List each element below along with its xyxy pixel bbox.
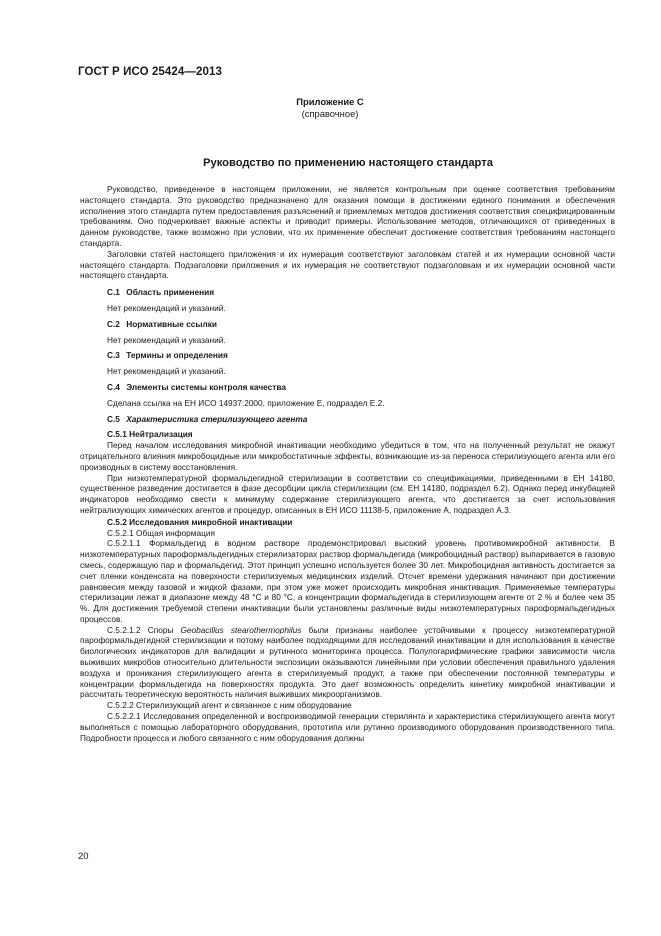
section-number: С.4 <box>107 381 120 392</box>
species-name: Geobacillus stearothermophilus <box>180 624 302 635</box>
section-title: Характеристика стерилизующего агента <box>126 413 308 424</box>
subsection-heading-c521: С.5.2.1 Общая информация <box>107 527 215 538</box>
section-title: Нормативные ссылки <box>126 318 218 329</box>
standard-code: ГОСТ Р ИСО 25424—2013 <box>78 66 223 78</box>
paragraph-c5212-prefix: С.5.2.1.2 Споры <box>107 624 181 635</box>
intro-paragraph-1: Руководство, приведенное в настоящем приложении, не является контрольным при оценке соответствия требованиям настоящего стандарта. Это руководство предназначено для оказания помощи в достижении единого понимания и обеспечения исполнения этого стандарта путем предоставления разъяснений и приемлемых методов достижения соответствия специфицированным требованиям. Оно подчеркивает важные аспекты и приводит примеры. Использование методов, отличающихся от приведенных в данном руководстве, также возможно при условии, что их применение обеспечит достижение соответствия требованиям настоящего стандарта. <box>80 184 615 248</box>
paragraph-c51-1: Перед началом исследования микробной инактивации необходимо убедиться в том, что на полученный результат не окажут отрицательного влияния микробоцидные или микробостатичные эффекты, возникающие из-за переноса стерилизующего агента или его производных в систему восстановления. <box>80 440 615 472</box>
section-heading-c51 <box>80 429 615 440</box>
paragraph-c51-2: При низкотемпературной формальдегидной стерилизации в соответствии со спецификациями, приведенными в ЕН 14180, существенное разведение достигается в фазе десорбции цикла стерилизации (см. ЕН 14180, подраздел 6.2). Однако перед инкубацией индикаторов необходимо свести к минимуму содержание стерилизующего агента, что достигается за счет использования нейтрализующих химических агентов и процедур, описанных в ЕН ИСО 11138-5, приложение А, подраздел А.3. <box>80 472 615 515</box>
paragraph-c5221: С.5.2.2.1 Исследования определенной и воспроизводимой генерации стерилянта и характеристика стерилизующего агента могут выполняться с помощью лабораторного оборудования, прототипа или рутинно производимого оборудования производственного типа. Подробности процесса и любого связанного с ним оборудования должны <box>80 711 615 743</box>
section-title: Исследования микробной инактивации <box>129 516 293 527</box>
appendix-subtitle: (справочное) <box>301 108 359 119</box>
section-number: С.1 <box>107 287 120 298</box>
subsection-heading-c522: С.5.2.2 Стерилизующий агент и связанное с ним оборудование <box>107 700 352 711</box>
section-title: Термины и определения <box>126 350 228 361</box>
section-number: С.5.1 <box>107 429 127 440</box>
section-heading-c52 <box>80 517 615 528</box>
section-heading-c5 <box>80 414 615 425</box>
section-text-c4: Сделана ссылка на ЕН ИСО 14937:2000, приложение Е, подраздел Е.2. <box>107 397 385 408</box>
section-number: С.5.2 <box>107 516 127 527</box>
section-title: Область применения <box>126 287 215 298</box>
section-heading-c4 <box>80 382 615 393</box>
section-number: С.5 <box>107 413 120 424</box>
section-text-c2: Нет рекомендаций и указаний. <box>107 334 226 345</box>
section-heading-c1 <box>80 287 615 298</box>
section-title: Нейтрализация <box>129 429 193 440</box>
main-title: Руководство по применению настоящего стандарта <box>203 157 493 169</box>
intro-paragraph-2: Заголовки статей настоящего приложения и их нумерация соответствуют заголовкам статей и их нумерации основной части настоящего стандарта. Подзаголовки приложения и их нумерация не соответствуют подзаголовкам и их нумерации основной части настоящего стандарта. <box>80 248 615 281</box>
section-number: С.3 <box>107 350 120 361</box>
paragraph-c5211: С.5.2.1.1 Формальдегид в водном растворе продемонстрировал высокий уровень противомикробной активности. В низкотемпературных пароформальдегидных стерилизаторах раствор формальдегида (микробоцидный раствор) выпаривается в газовую смесь, содержащую пар и формальдегид. Этот принцип успешно используется более 30 лет. Микробоцидная активность достигается за счет пленки конденсата на поверхности стерилизуемых медицинских изделий. Отсчет времени удержания начинают при достижении равновесия между газовой и жидкой фазами, при этом уже может происходить микробная инактивация. Применяемые температуры стерилизации лежат в диапазоне между 48 °С и 80 °С, а концентрации формальдегида в стерилизующем агенте от 2 % и более чем 35 %. Для достижения требуемой степени инактивации были установлены различные виды низкотемпературных пароформальдегидных процессов. <box>80 538 615 624</box>
appendix-title: Приложение С <box>296 96 364 107</box>
section-number: С.2 <box>107 318 120 329</box>
section-text-c3: Нет рекомендаций и указаний. <box>107 366 226 377</box>
section-title: Элементы системы контроля качества <box>126 381 286 392</box>
section-text-c1: Нет рекомендаций и указаний. <box>107 302 226 313</box>
page-number: 20 <box>78 851 89 862</box>
paragraph-c5212 <box>80 625 615 701</box>
section-heading-c3 <box>80 350 615 361</box>
section-heading-c2 <box>80 319 615 330</box>
paragraph-c5212-text: были признаны наиболее устойчивыми к процессу низкотемпературной пароформальдегидной стерилизации и потому наиболее подходящими для исследований инактивации и для использования в качестве биологических индикаторов для валидации и рутинного мониторинга процесса. Полулогарифмические графики зависимости числа выживших микробов относительно длительности экспозиции оказываются линейными при условии обеспечения правильного удаления воздуха и проникания стерилизующего агента в стерилизуемый продукт, а также при обеспечении постоянной температуры и концентрации формальдегида на поверхностях продукта. Это дает возможность определить кинетику микробной инактивации и рассчитать теоретическую вероятность наличия выживших микроорганизмов. <box>80 624 615 700</box>
document-body <box>80 184 615 743</box>
